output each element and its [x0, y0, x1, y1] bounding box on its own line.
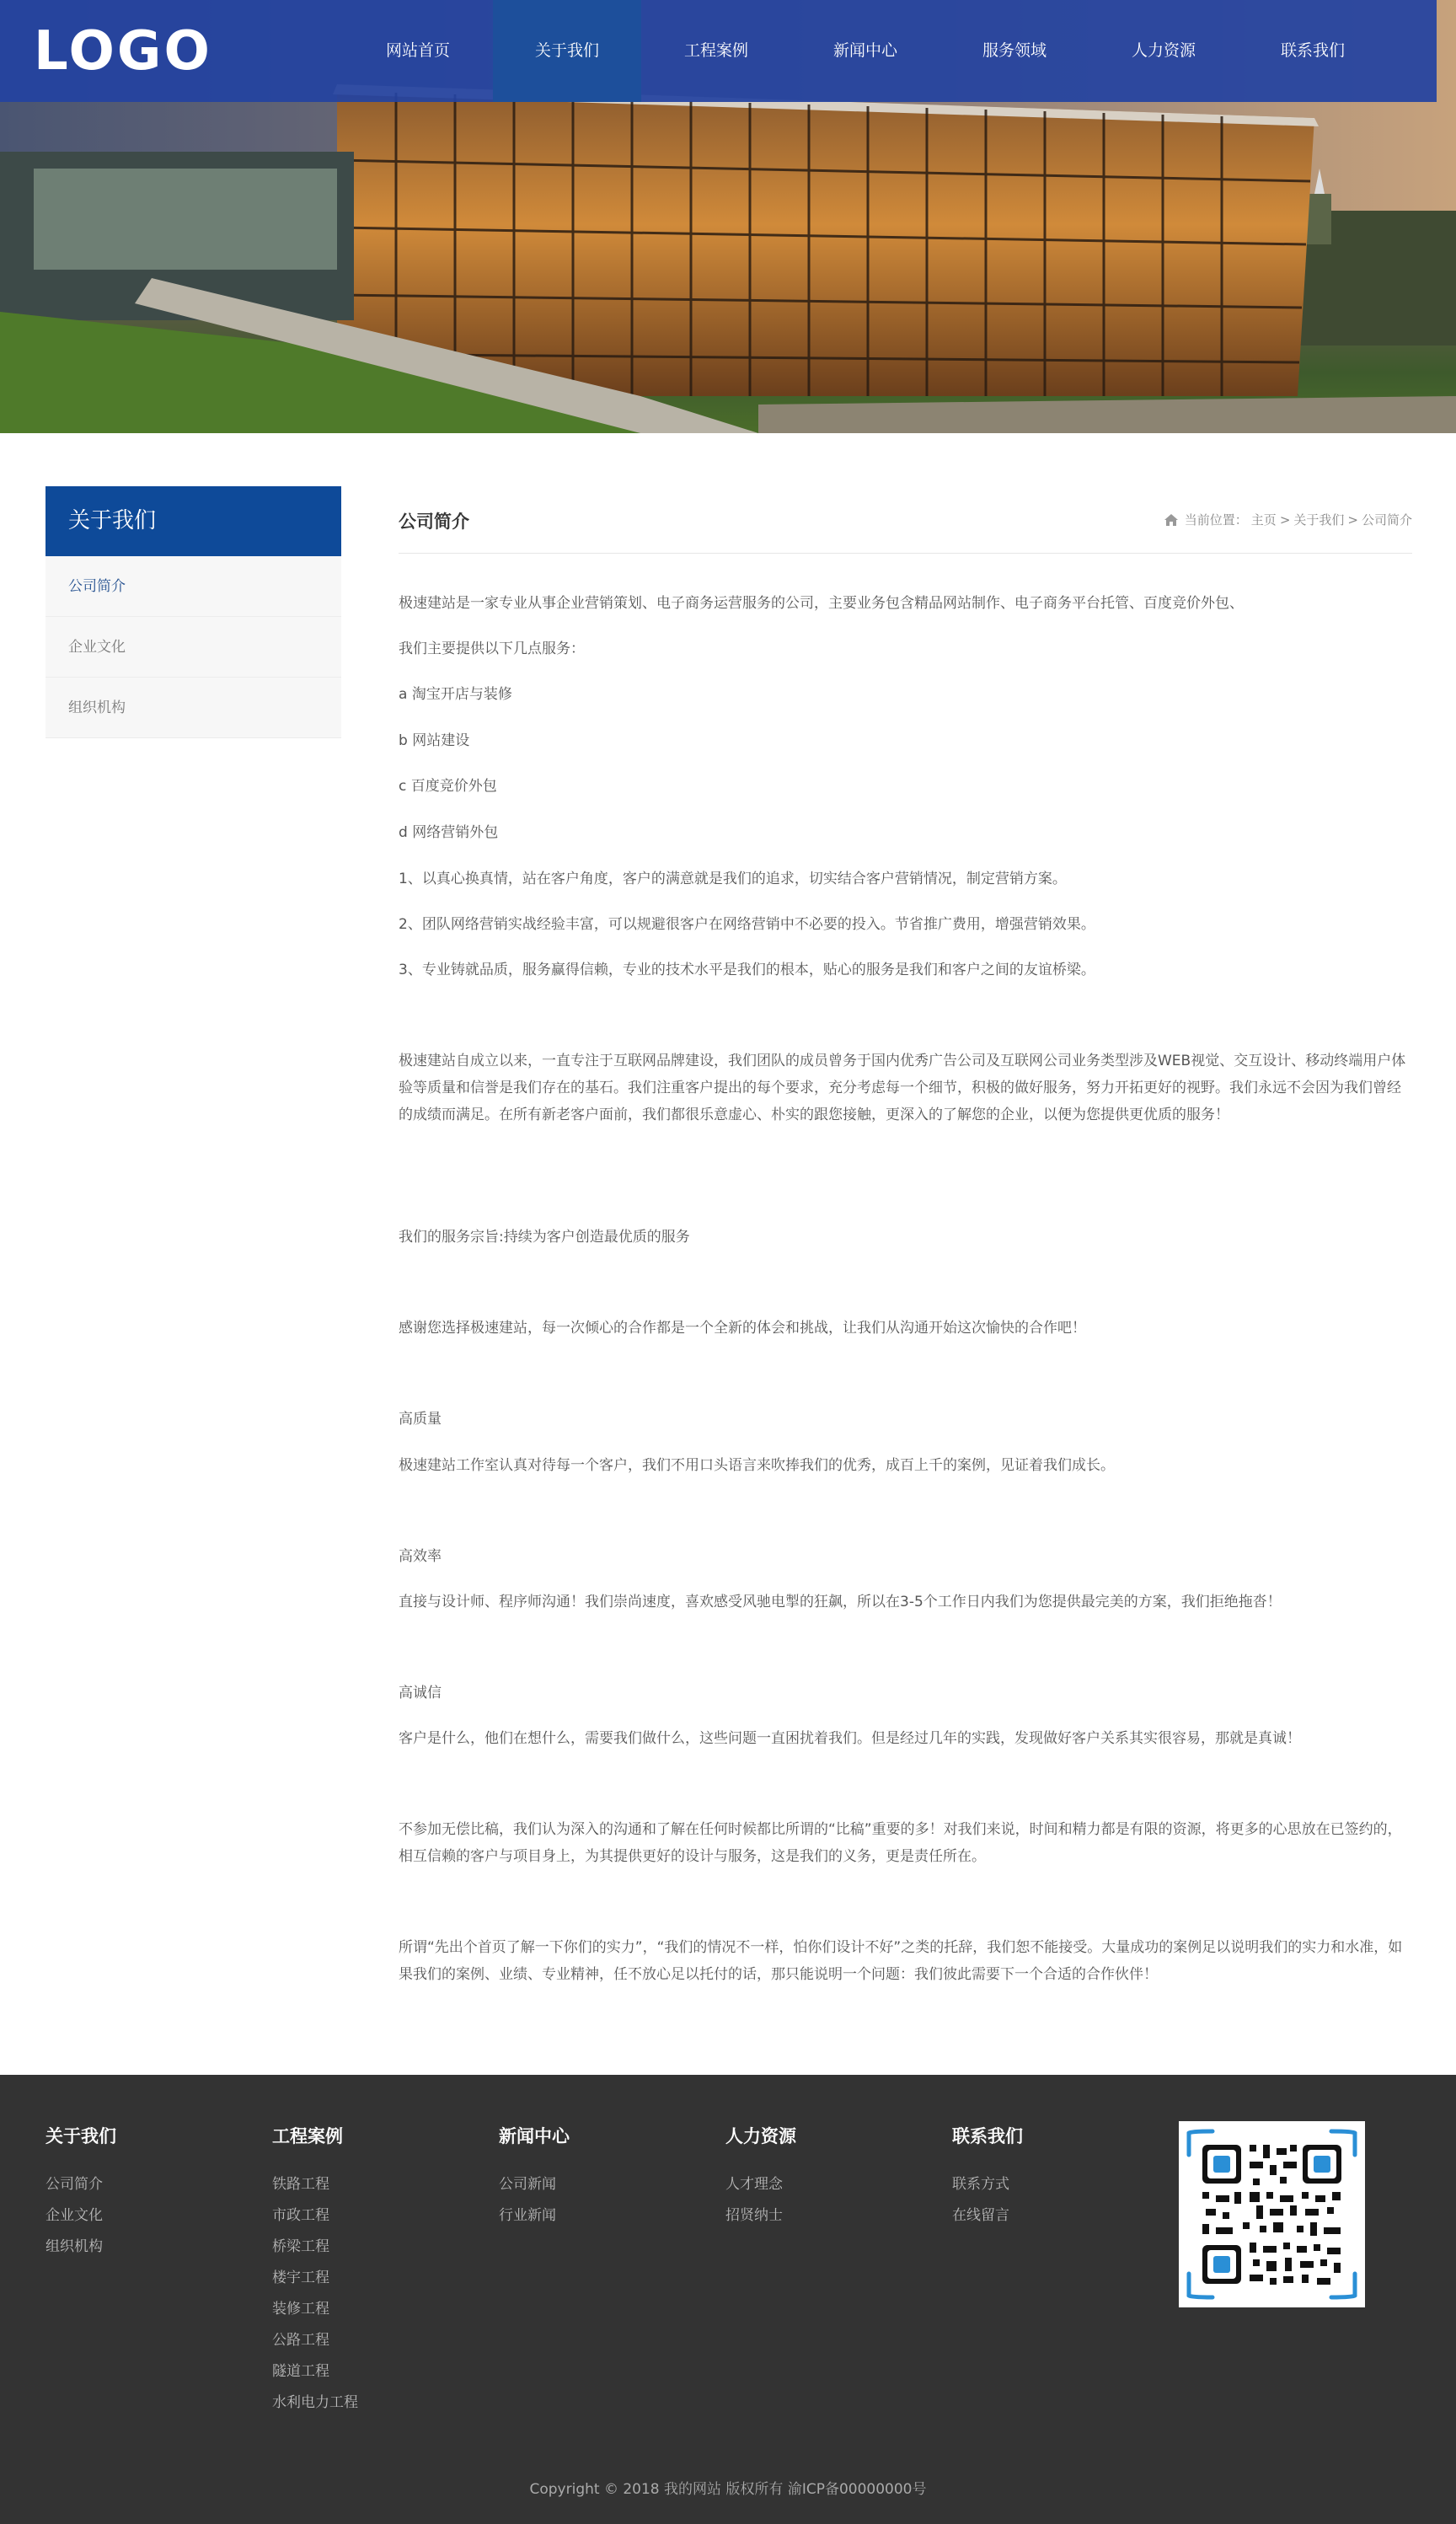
page-title: 公司简介	[399, 512, 469, 532]
service-item-a: a 淘宝开店与装修	[399, 686, 512, 703]
footer-link[interactable]: 公路工程	[272, 2332, 329, 2349]
footer-link[interactable]: 桥梁工程	[272, 2238, 329, 2255]
breadcrumb-prefix: 当前位置：	[1184, 512, 1248, 528]
footer-link[interactable]: 招贤纳士	[725, 2207, 783, 2224]
footer-col-title: 联系我们	[952, 2126, 1023, 2146]
footer-link[interactable]: 公司简介	[46, 2176, 103, 2193]
qr-code-icon	[1179, 2121, 1365, 2307]
nav-services[interactable]: 服务领域	[982, 41, 1046, 60]
copyright: Copyright © 2018 我的网站 版权所有 渝ICP备00000000号	[529, 2481, 927, 2498]
no-free-pitch-paragraph: 不参加无偿比稿，我们认为深入的沟通和了解在任何时候都比所谓的“比稿”重要的多！对我们来说，时间和精力都是有限的资源，将更多的心思放在已签约的，相互信赖的客户与项目身上，为其提供更好的设计与服务，这是我们的义务，更是责任所在。	[399, 1821, 1402, 1865]
point-2: 2、团队网络营销实战经验丰富，可以规避很客户在网络营销中不必要的投入。节省推广费用，增强营销效果。	[399, 916, 1095, 933]
breadcrumb	[1164, 511, 1412, 528]
footer-link[interactable]: 人才理念	[725, 2176, 783, 2193]
sidebar	[46, 486, 341, 738]
footer-link[interactable]: 铁路工程	[272, 2176, 329, 2193]
intro-paragraph: 极速建站是一家专业从事企业营销策划、电子商务运营服务的公司，主要业务包含精品网站制作、电子商务平台托管、百度竞价外包、	[399, 595, 1244, 612]
sidebar-title: 关于我们	[46, 486, 341, 556]
breadcrumb-about[interactable]: 关于我们	[1293, 512, 1345, 528]
heading-efficiency: 高效率	[399, 1548, 442, 1565]
footer-col-title: 人力资源	[725, 2126, 796, 2146]
breadcrumb-separator: >	[1347, 512, 1358, 528]
footer-col-title: 关于我们	[46, 2126, 116, 2146]
footer-link[interactable]: 装修工程	[272, 2301, 329, 2318]
breadcrumb-home[interactable]: 主页	[1250, 512, 1277, 528]
footer-col-title: 新闻中心	[499, 2126, 570, 2146]
footer-link[interactable]: 公司新闻	[499, 2176, 556, 2193]
integrity-paragraph: 客户是什么，他们在想什么，需要我们做什么，这些问题一直困扰着我们。但是经过几年的实践，发现做好客户关系其实很容易，那就是真诚！	[399, 1730, 1301, 1747]
history-paragraph: 极速建站自成立以来，一直专注于互联网品牌建设，我们团队的成员曾务于国内优秀广告公司及互联网公司业务类型涉及WEB视觉、交互设计、移动终端用户体验等质量和信誉是我们存在的基石。我们注重客户提出的每个要求，充分考虑每一个细节，积极的做好服务，努力开拓更好的视野。我们永远不会因为我们曾经的成绩而满足。在所有新老客户面前，我们都很乐意虚心、朴实的跟您接触，更深入的了解您的企业，以便为您提供更优质的服务！	[399, 1053, 1406, 1123]
nav-about[interactable]: 关于我们	[493, 0, 641, 102]
footer-link[interactable]: 企业文化	[46, 2207, 103, 2224]
sidebar-item-organization[interactable]: 组织机构	[46, 678, 341, 738]
site-logo[interactable]: LOGO	[34, 20, 212, 83]
main-content	[399, 486, 1412, 1983]
footer-col-title: 工程案例	[272, 2126, 343, 2146]
service-motto: 我们的服务宗旨:持续为客户创造最优质的服务	[399, 1229, 690, 1246]
nav-home[interactable]: 网站首页	[385, 41, 450, 60]
footer-col-hr	[725, 2125, 945, 2232]
top-navigation	[0, 0, 1437, 102]
thanks-paragraph: 感谢您选择极速建站，每一次倾心的合作都是一个全新的体会和挑战，让我们从沟通开始这次愉快的合作吧！	[399, 1320, 1086, 1337]
footer-link[interactable]: 市政工程	[272, 2207, 329, 2224]
breadcrumb-separator: >	[1279, 512, 1291, 528]
footer-link[interactable]: 隧道工程	[272, 2363, 329, 2380]
footer-col-about	[46, 2125, 265, 2263]
service-item-c: c 百度竞价外包	[399, 778, 497, 795]
breadcrumb-current[interactable]: 公司简介	[1361, 512, 1412, 528]
footer-link[interactable]: 楼宇工程	[272, 2269, 329, 2286]
heading-integrity: 高诚信	[399, 1685, 442, 1701]
footer-link[interactable]: 行业新闻	[499, 2207, 556, 2224]
content-header	[399, 486, 1412, 554]
heading-quality: 高质量	[399, 1411, 442, 1428]
footer-col-news	[499, 2125, 718, 2232]
footer	[0, 2075, 1456, 2524]
services-intro: 我们主要提供以下几点服务：	[399, 640, 585, 657]
footer-link[interactable]: 水利电力工程	[272, 2394, 358, 2411]
closing-paragraph: 所谓“先出个首页了解一下你们的实力”，“我们的情况不一样，怕你们设计不好”之类的托辞，我们恕不能接受。大量成功的案例足以说明我们的实力和水准，如果我们的案例、业绩、专业精神，任不放心足以托付的话，那只能说明一个问题：我们彼此需要下一个合适的合作伙伴！	[399, 1939, 1403, 1983]
point-3: 3、专业铸就品质，服务赢得信赖，专业的技术水平是我们的根本，贴心的服务是我们和客户之间的友谊桥梁。	[399, 962, 1095, 978]
nav-contact[interactable]: 联系我们	[1280, 41, 1345, 60]
sidebar-item-culture[interactable]: 企业文化	[46, 617, 341, 678]
footer-col-contact	[952, 2125, 1171, 2232]
nav-hr[interactable]: 人力资源	[1131, 41, 1196, 60]
nav-news[interactable]: 新闻中心	[832, 41, 897, 60]
footer-col-cases	[272, 2125, 491, 2419]
service-item-b: b 网站建设	[399, 732, 470, 749]
efficiency-paragraph: 直接与设计师、程序师沟通！我们崇尚速度，喜欢感受风驰电掣的狂飙，所以在3-5个工作日内我们为您提供最完美的方案，我们拒绝拖沓！	[399, 1594, 1282, 1610]
footer-link[interactable]: 组织机构	[46, 2238, 103, 2255]
point-1: 1、以真心换真情，站在客户角度，客户的满意就是我们的追求，切实结合客户营销情况，制定营销方案。	[399, 871, 1067, 887]
footer-link[interactable]: 联系方式	[952, 2176, 1009, 2193]
footer-link[interactable]: 在线留言	[952, 2207, 1009, 2224]
hero-banner	[0, 0, 1456, 433]
quality-paragraph: 极速建站工作室认真对待每一个客户，我们不用口头语言来吹捧我们的优秀，成百上千的案例，见证着我们成长。	[399, 1457, 1115, 1474]
sidebar-item-company-profile[interactable]: 公司简介	[46, 556, 341, 617]
home-icon	[1164, 514, 1178, 526]
service-item-d: d 网络营销外包	[399, 824, 499, 841]
nav-cases[interactable]: 工程案例	[683, 41, 748, 60]
